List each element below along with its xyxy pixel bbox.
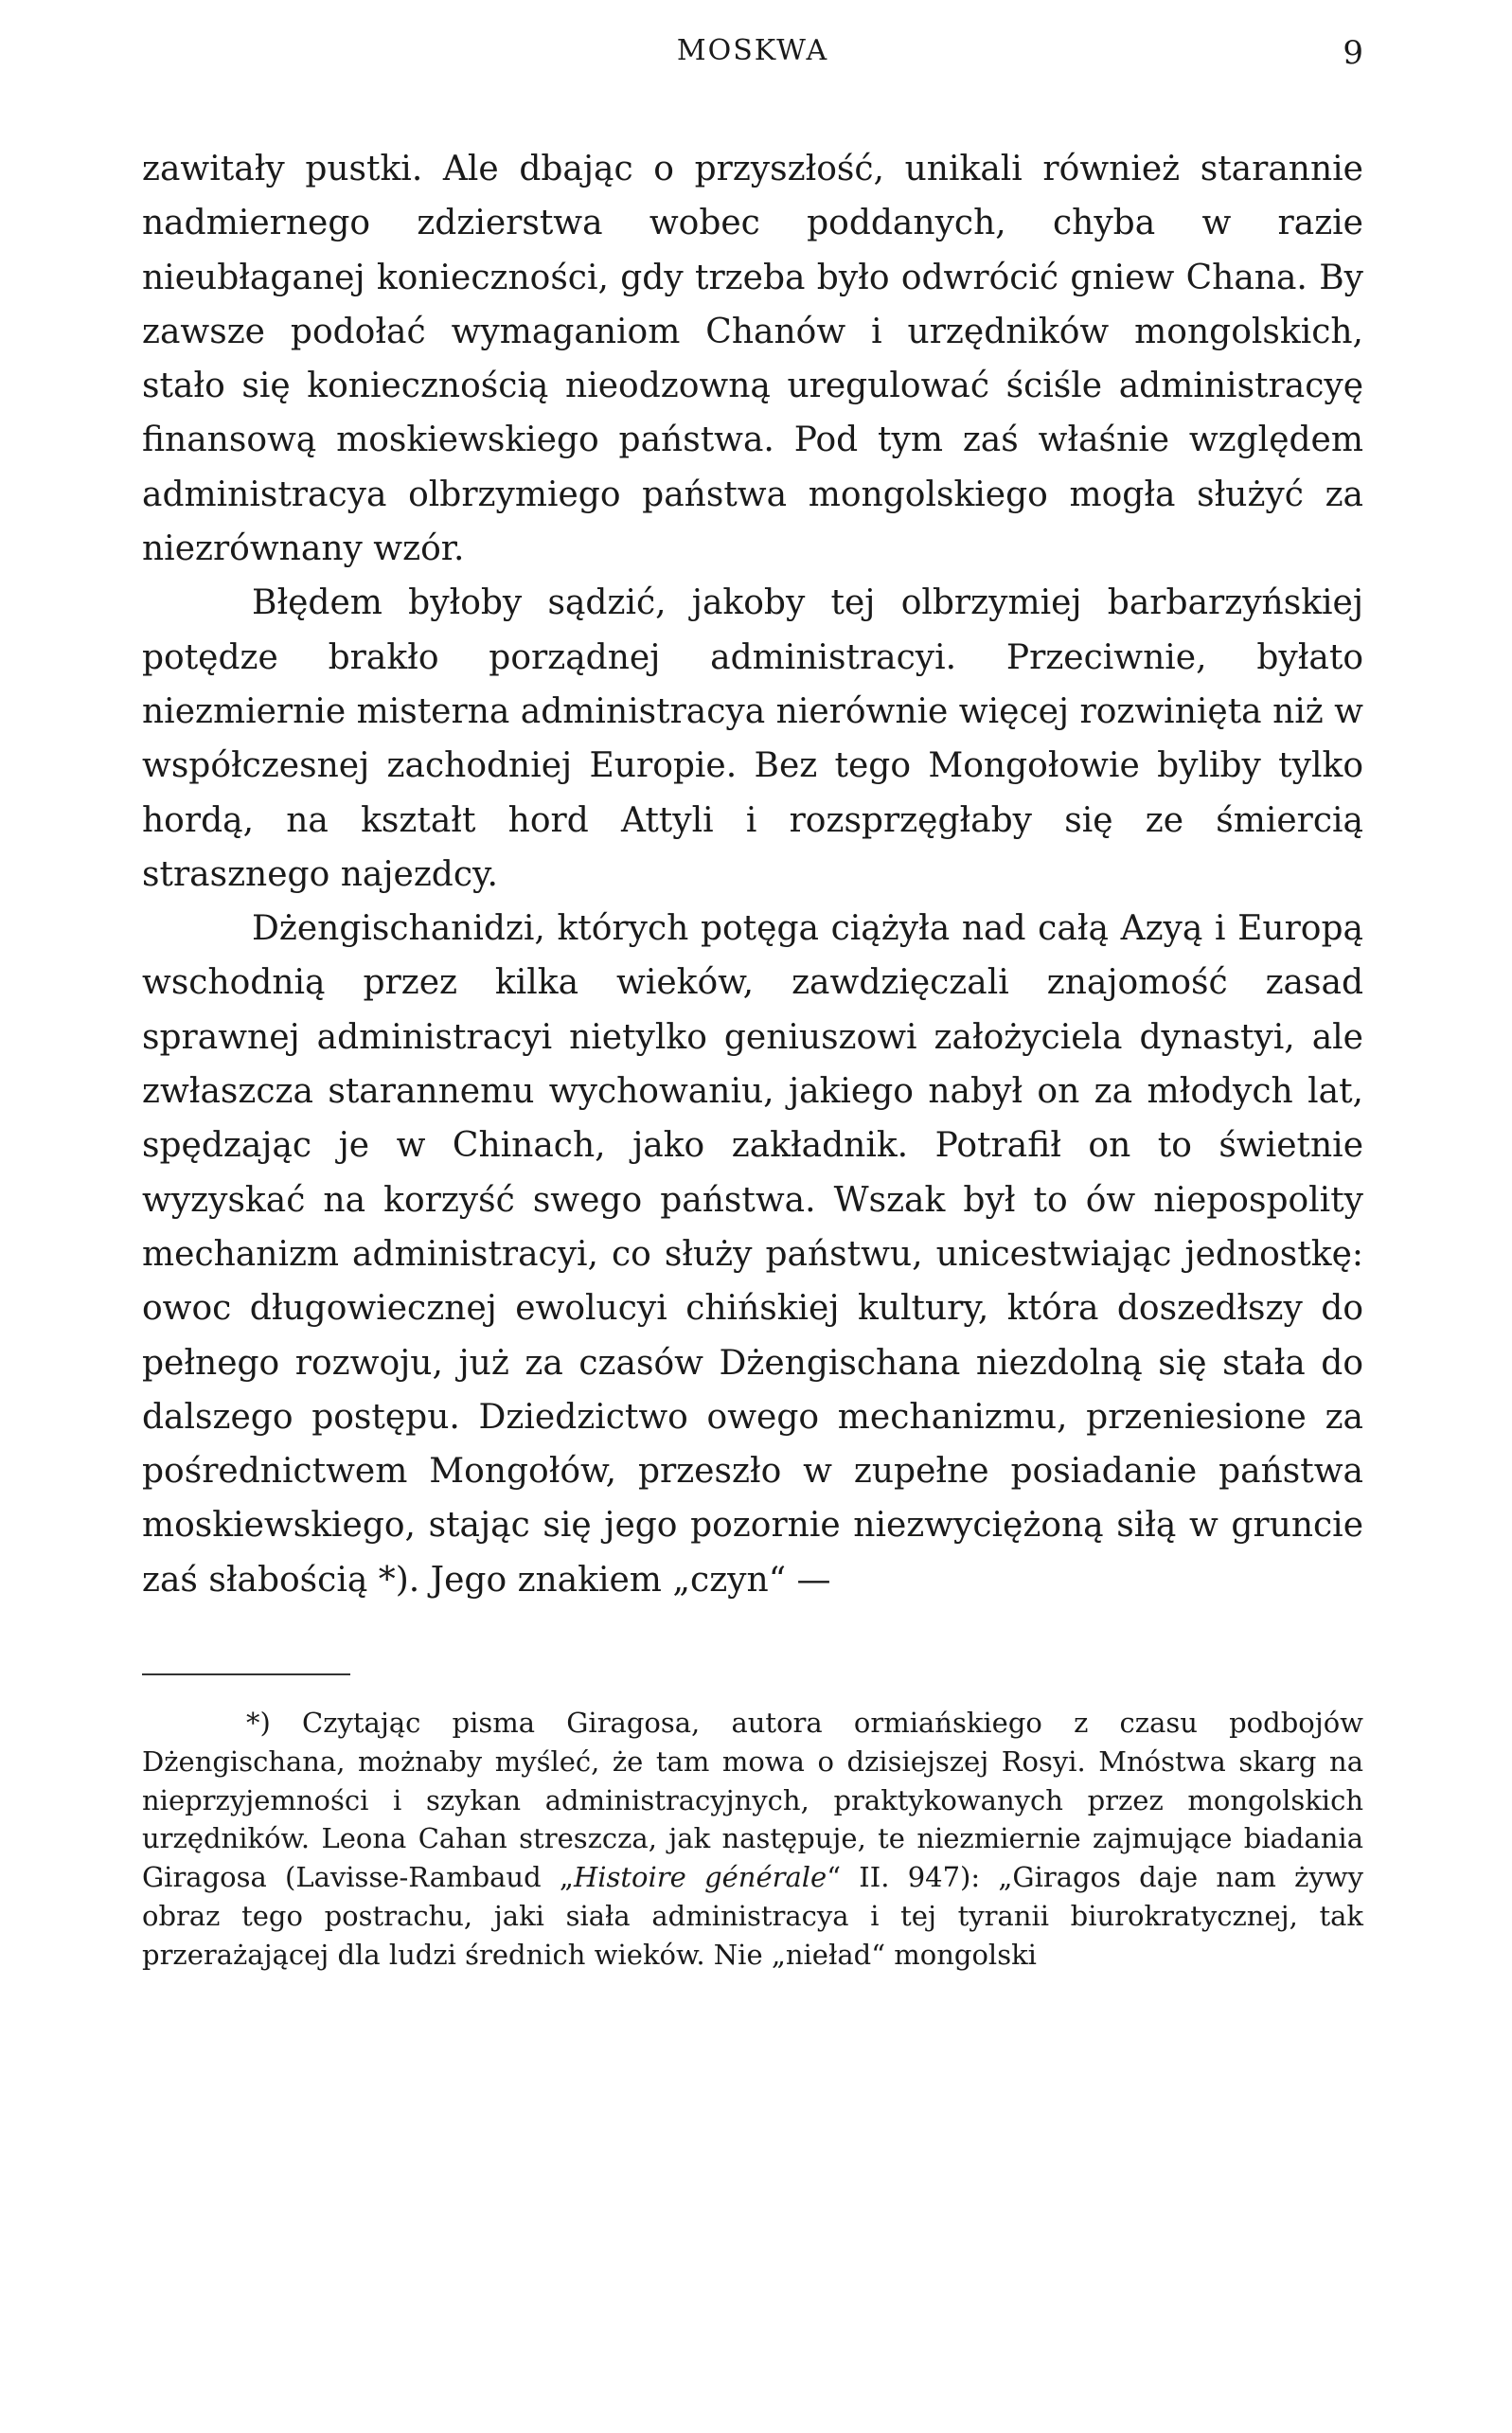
paragraph-2: Błędem byłoby sądzić, jakoby tej olbrzymiej barbarzyńskiej potędze brakło porządnej administracyi. Przeciwnie, byłato niezmiernie misterna administracya nierównie więcej rozwinięta niż w współczesnej zachodniej Europie. Bez tego Mongołowie byliby tylko hordą, na kształt hord Attyli i rozsprzęgłaby się ze śmiercią strasznego najezdcy. xyxy=(142,583,1363,894)
running-title: MOSKWA xyxy=(676,34,829,67)
footnote-cited-title: Histoire générale xyxy=(573,1861,827,1894)
page-number: 9 xyxy=(1343,34,1363,72)
footnote-separator xyxy=(142,1673,350,1675)
paragraph-3: Dżengischanidzi, których potęga ciążyła nad całą Azyą i Europą wschodnią przez kilka wieków, zawdzięczali znajomość zasad sprawnej administracyi nietylko geniuszowi założyciela dynastyi, ale zwłaszcza starannemu wychowaniu, jakiego nabył on za młodych lat, spędzając je w Chinach, jako zakładnik. Potrafił on to świetnie wyzyskać na korzyść swego państwa. Wszak był to ów niepospolity mechanizm administracyi, co służy państwu, unicestwiając jednostkę: owoc długowiecznej ewolucyi chińskiej kultury, która doszedłszy do pełnego rozwoju, już za czasów Dżengischana niezdolną się stała do dalszego postępu. Dziedzictwo owego mechanizmu, przeniesione za pośrednictwem Mongołów, przeszło w zupełne posiadanie państwa moskiewskiego, stając się jego pozornie niezwyciężoną siłą w gruncie zaś słabością *). Jego znakiem „czyn“ — xyxy=(142,909,1363,1600)
paragraph-1: zawitały pustki. Ale dbając o przyszłość, unikali również starannie nadmiernego zdzierstwa wobec poddanych, chyba w razie nieubłaganej konieczności, gdy trzeba było odwrócić gniew Chana. By zawsze podołać wymaganiom Chanów i urzędników mongolskich, stało się koniecznością nieodzowną uregulować ściśle administracyę finansową moskiewskiego państwa. Pod tym zaś właśnie względem administracya olbrzymiego państwa mongolskiego mogła służyć za niezrównany wzór. xyxy=(142,150,1363,569)
footnote-text-start: Czytając pisma Giragosa, autora ormiańskiego z czasu podbojów Dżengischana, możnaby myśleć, że tam mowa o dzisiejszej Rosyi. Mnóstwa skarg na nieprzyjemności i szykan administracyjnych, praktykowanych przez mongolskich urzędników. Leona Cahan streszcza, jak następuje, te niezmiernie zajmujące biadania Giragosa (Lavisse-Rambaud „ xyxy=(142,1707,1363,1894)
footnote-text-end: “ II. 947): „Giragos daje nam żywy obraz tego postrachu, jaki siała administracya i tej tyranii biurokratycznej, tak przerażającej dla ludzi średnich wieków. Nie „nieład“ mongolski xyxy=(142,1861,1363,1971)
footnote-marker: *) xyxy=(246,1707,271,1740)
main-text xyxy=(142,142,1363,1607)
running-head xyxy=(142,34,1363,91)
footnote xyxy=(142,1704,1363,1975)
book-page xyxy=(142,34,1363,1975)
